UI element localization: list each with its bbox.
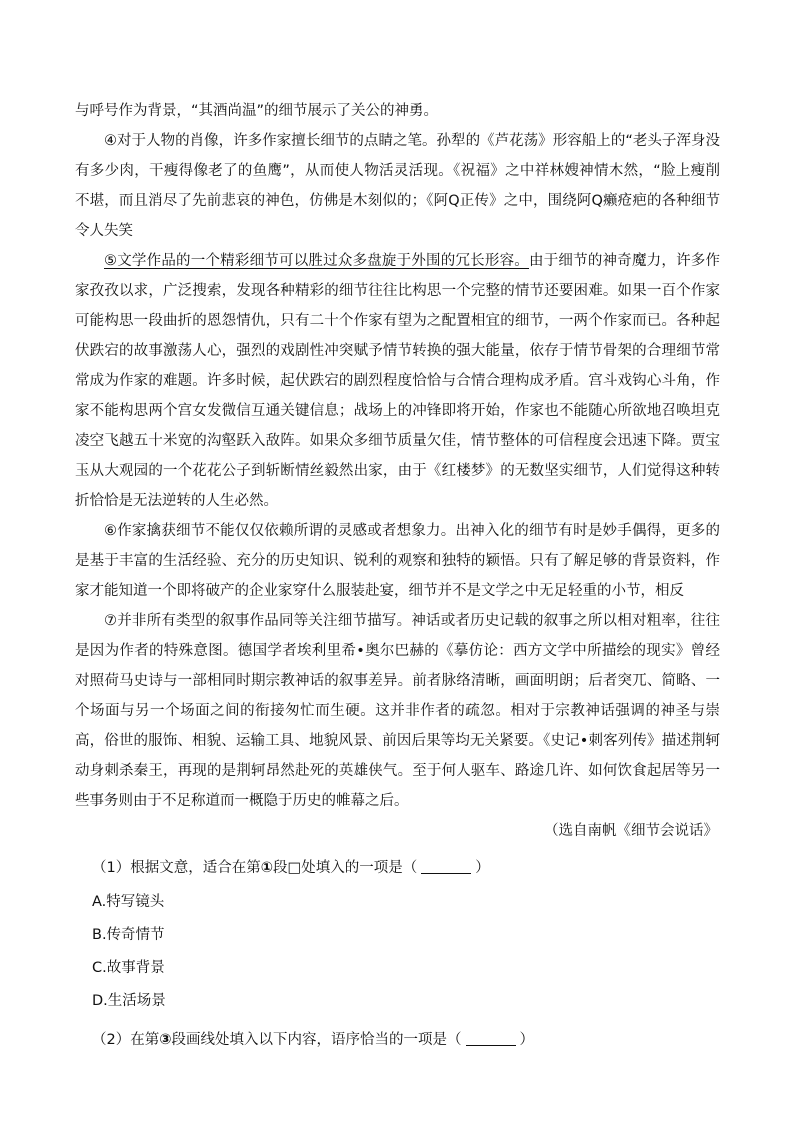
question-1-stem	[75, 850, 720, 886]
paragraph-5	[75, 246, 720, 516]
paragraph-5-rest: 由于细节的神奇魔力，许多作家孜孜以求，广泛搜索，发现各种精彩的细节往往比构思一个完整的情节还要困难。如果一百个作家可能构思一段曲折的恩怨情仇，只有二十个作家有望为之配置相宜的细节，一两个作家而已。各种起伏跌宕的故事激荡人心，强烈的戏剧性冲突赋予情节转换的强大能量，依存于情节骨架的合理细节常常成为作家的难题。许多时候，起伏跌宕的剧烈程度恰恰与合情合理构成矛盾。宫斗戏钩心斗角，作家不能构思两个宫女发微信互通关键信息；战场上的冲锋即将开始，作家也不能随心所欲地召唤坦克凌空飞越五十米宽的沟壑跃入敌阵。如果众多细节质量欠佳，情节整体的可信程度会迅速下降。贾宝玉从大观园的一个花花公子到斩断情丝毅然出家，由于《红楼梦》的无数坚实细节，人们觉得这种转折恰恰是无法逆转的人生必然。	[75, 253, 721, 509]
source-citation: （选自南帆《细节会说话》	[544, 823, 718, 839]
question-2-stem-close: ）	[519, 1032, 535, 1048]
article-body	[75, 96, 720, 1058]
question-1-stem-before: （1）根据文意，适合在第	[92, 860, 261, 876]
option-a[interactable]: A.特写镜头	[92, 894, 165, 910]
question-1-stem-after: 段□处填入的一项是（	[273, 860, 418, 876]
question-1-circled-number: ①	[260, 860, 274, 876]
option-c[interactable]: C.故事背景	[92, 960, 165, 976]
underlined-sentence: ⑤文学作品的一个精彩细节可以胜过众多盘旋于外围的冗长形容。	[104, 253, 530, 269]
question-1	[75, 850, 720, 1018]
paragraph-6: ⑥作家擒获细节不能仅仅依赖所谓的灵感或者想象力。出神入化的细节有时是妙手偶得，更多的是基于丰富的生活经验、充分的历史知识、锐利的观察和独特的颖悟。只有了解足够的背景资料，作家才能知道一个即将破产的企业家穿什么服装赴宴，细节并不是文学之中无足轻重的小节，相反	[75, 523, 720, 599]
answer-blank-1[interactable]	[421, 857, 471, 874]
paragraph-7: ⑦并非所有类型的叙事作品同等关注细节描写。神话或者历史记载的叙事之所以相对粗率，往往是因为作者的特殊意图。德国学者埃利里希•奥尔巴赫的《摹仿论：西方文学中所描绘的现实》曾经对照荷马史诗与一部相同时期宗教神话的叙事差异。前者脉络清晰，画面明朗；后者突兀、简略、一个场面与另一个场面之间的衔接匆忙而生硬。这并非作者的疏忽。相对于宗教神话强调的神圣与崇高，俗世的服饰、相貌、运输工具、地貌风景、前因后果等均无关紧要。《史记•刺客列传》描述荆轲动身刺杀秦王，再现的是荆轲昂然赴死的英雄侠气。至于何人驱车、路途几许、如何饮食起居等另一些事务则由于不足称道而一概隐于历史的帷幕之后。	[75, 613, 720, 809]
option-b[interactable]: B.传奇情节	[92, 927, 165, 943]
question-2-stem-after: 段画线处填入以下内容，语序恰当的一项是（	[171, 1032, 462, 1048]
question-2-stem-before: （2）在第	[92, 1032, 160, 1048]
question-1-stem-close: ）	[475, 860, 490, 876]
question-2	[75, 1022, 720, 1058]
question-2-stem	[75, 1022, 720, 1058]
option-d[interactable]: D.生活场景	[92, 993, 166, 1009]
paragraph-3-tail: 与呼号作为背景，“其酒尚温”的细节展示了关公的神勇。	[75, 103, 439, 119]
paragraph-4: ④对于人物的肖像，许多作家擅长细节的点睛之笔。孙犁的《芦花荡》形容船上的“老头子浑身没有多少肉，干瘦得像老了的鱼鹰”，从而使人物活灵活现。《祝福》之中祥林嫂神情木然，“脸上瘦削不堪，而且消尽了先前悲哀的神色，仿佛是木刻似的；《阿Q正传》之中，围绕阿Q癞疮疤的各种细节令人失笑	[75, 133, 720, 239]
question-2-circled-number: ③	[159, 1032, 172, 1048]
answer-blank-2[interactable]	[466, 1029, 516, 1046]
